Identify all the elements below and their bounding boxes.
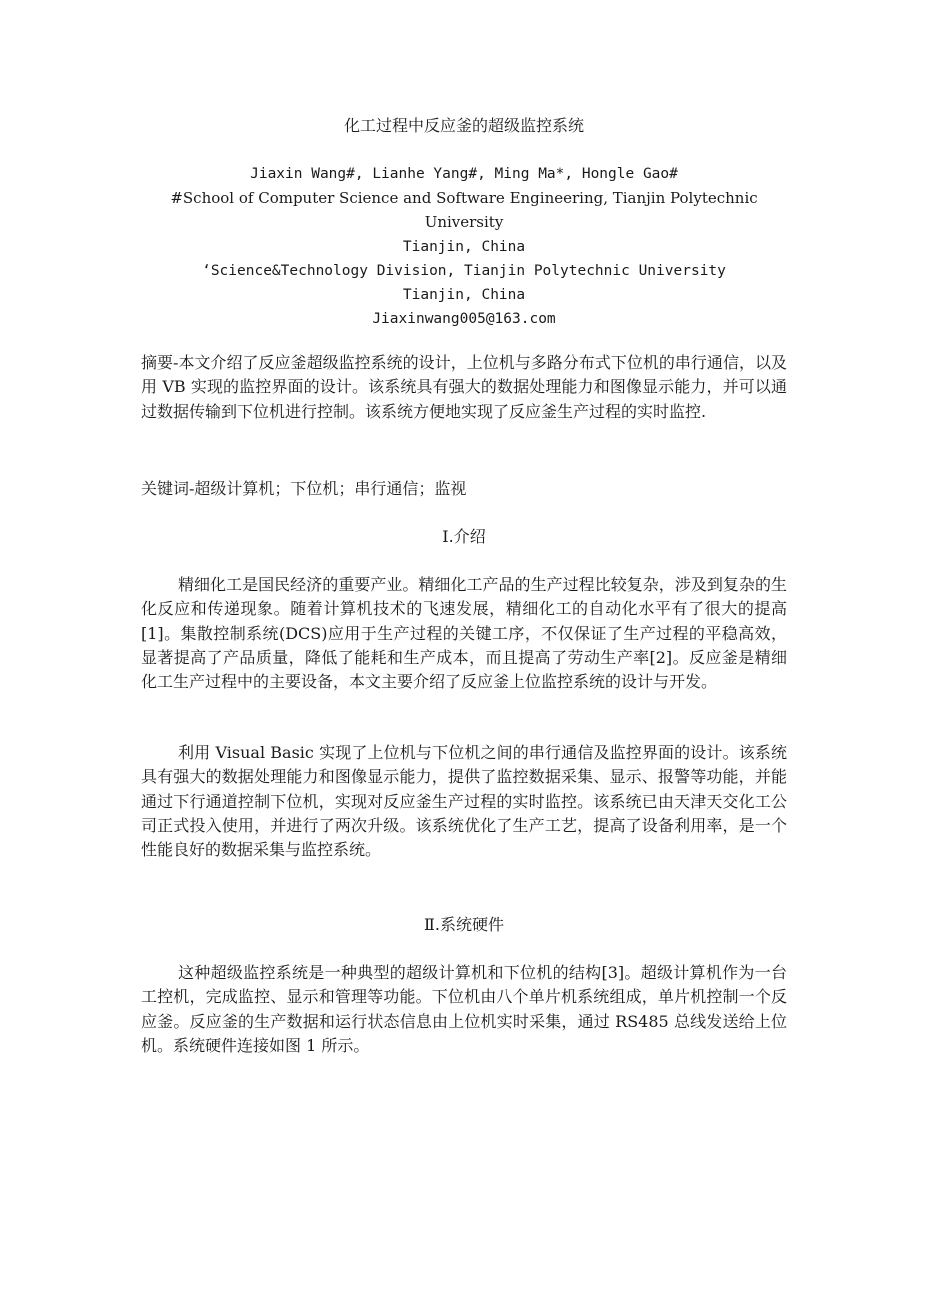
location-secondary: Tianjin, China <box>402 287 526 304</box>
section-heading-hardware: Ⅱ.系统硬件 <box>424 915 504 934</box>
author-block <box>141 162 787 331</box>
section-heading-introduction: Ⅰ.介绍 <box>442 527 486 546</box>
affiliation-primary: #School of Computer Science and Software Engineering, Tianjin Polytechnic University <box>170 189 758 232</box>
paper-title: 化工过程中反应釜的超级监控系统 <box>343 116 584 135</box>
affiliation-secondary: ‘Science&Technology Division, Tianjin Polytechnic University <box>202 262 726 279</box>
hardware-paragraph-1: 这种超级监控系统是一种典型的超级计算机和下位机的结构[3]。超级计算机作为一台工控机，完成监控、显示和管理等功能。下位机由八个单片机系统组成，单片机控制一个反应釜。反应釜的生产数据和运行状态信息由上位机实时采集，通过 RS485 总线发送给上位机。系统硬件连接如图 1 所示。 <box>141 963 787 1055</box>
keywords-line: 关键词-超级计算机；下位机；串行通信；监视 <box>141 479 467 498</box>
abstract-paragraph: 摘要-本文介绍了反应釜超级监控系统的设计，上位机与多路分布式下位机的串行通信，以及用 VB 实现的监控界面的设计。该系统具有强大的数据处理能力和图像显示能力，并可以通过数据传输到下位机进行控制。该系统方便地实现了反应釜生产过程的实时监控. <box>141 353 787 421</box>
intro-paragraph-1: 精细化工是国民经济的重要产业。精细化工产品的生产过程比较复杂，涉及到复杂的生化反应和传递现象。随着计算机技术的飞速发展，精细化工的自动化水平有了很大的提高[1]。集散控制系统(DCS)应用于生产过程的关键工序，不仅保证了生产过程的平稳高效，显著提高了产品质量，降低了能耗和生产成本，而且提高了劳动生产率[2]。反应釜是精细化工生产过程中的主要设备，本文主要介绍了反应釜上位监控系统的设计与开发。 <box>141 575 787 692</box>
author-list: Jiaxin Wang#, Lianhe Yang#, Ming Ma*, Hongle Gao# <box>250 166 678 182</box>
intro-paragraph-2: 利用 Visual Basic 实现了上位机与下位机之间的串行通信及监控界面的设计。该系统具有强大的数据处理能力和图像显示能力，提供了监控数据采集、显示、报警等功能，并能通过下行通道控制下位机，实现对反应釜生产过程的实时监控。该系统已由天津天交化工公司正式投入使用，并进行了两次升级。该系统优化了生产工艺，提高了设备利用率，是一个性能良好的数据采集与监控系统。 <box>141 743 787 860</box>
author-email: Jiaxinwang005@163.com <box>372 311 556 328</box>
location-primary: Tianjin, China <box>402 238 526 255</box>
